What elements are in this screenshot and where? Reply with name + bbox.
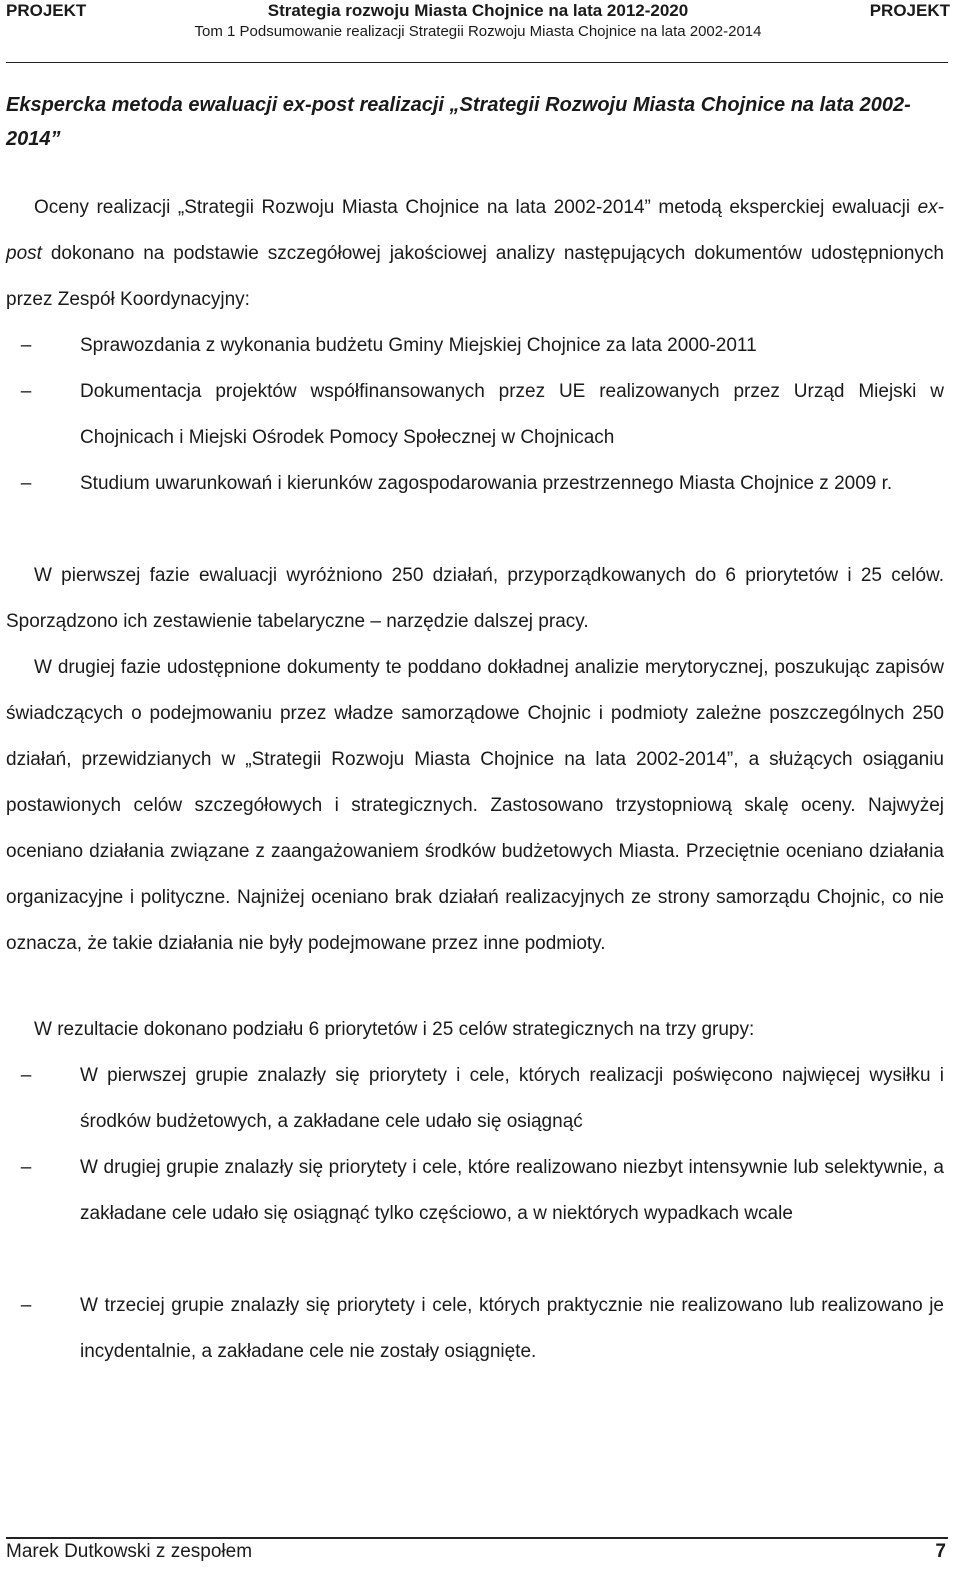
intro-ex-post: ex-post: [6, 197, 944, 264]
section-title: Ekspercka metoda ewaluacji ex-post realizacji „Strategii Rozwoju Miasta Chojnice na lata 2002-2014”: [6, 94, 911, 150]
page-number: 7: [935, 1541, 946, 1562]
dash-bullet-icon: –: [20, 381, 32, 402]
footer-author: Marek Dutkowski z zespołem: [6, 1541, 253, 1562]
dash-bullet-icon: –: [20, 1295, 32, 1316]
header-divider: [6, 62, 948, 63]
page-header: [6, 0, 950, 48]
document-item-text: Studium uwarunkowań i kierunków zagospodarowania przestrzennego Miasta Chojnice z 2009 r.: [80, 473, 893, 494]
body-paragraph: W drugiej fazie udostępnione dokumenty te poddano dokładnej analizie merytorycznej, poszukując zapisów świadczących o podejmowaniu przez władze samorządowe Chojnic i podmioty zależne poszczególnych 250 działań, przewidzianych w „Strategii Rozwoju Miasta Chojnice na lata 2002-2014”, a służących osiąganiu postawionych celów szczegółowych i strategicznych. Zastosowano trzystopniową skalę oceny. Najwyżej oceniano działania związane z zaangażowaniem środków budżetowych Miasta. Przeciętnie oceniano działania organizacyjne i polityczne. Najniżej oceniano brak działań realizacyjnych ze strony samorządu Chojnic, co nie oznacza, że takie działania nie były podejmowane przez inne podmioty.: [6, 657, 944, 954]
document-list-item: [6, 461, 944, 507]
intro-text-1: Oceny realizacji „Strategii Rozwoju Miasta Chojnice na lata 2002-2014” metodą eksperckiej ewaluacji: [34, 197, 918, 218]
group-item-text: W drugiej grupie znalazły się priorytety i cele, które realizowano niezbyt intensywnie lub selektywnie, a zakładane cele udało się osiągnąć tylko częściowo, a w niektórych wypadkach wcale: [80, 1157, 944, 1224]
dash-bullet-icon: –: [20, 473, 32, 494]
body-paragraph: W pierwszej fazie ewaluacji wyróżniono 250 działań, przyporządkowanych do 6 priorytetów i 25 celów. Sporządzono ich zestawienie tabelaryczne – narzędzie dalszej pracy.: [6, 565, 944, 632]
intro-paragraph: [6, 185, 944, 323]
document-list-item: [6, 369, 944, 461]
header-subtitle: Tom 1 Podsumowanie realizacji Strategii Rozwoju Miasta Chojnice na lata 2002-2014: [194, 23, 762, 40]
header-title: Strategia rozwoju Miasta Chojnice na lata 2012-2020: [267, 1, 689, 20]
group-item-text: W pierwszej grupie znalazły się priorytety i cele, których realizacji poświęcono najwięcej wysiłku i środków budżetowych, a zakładane cele udało się osiągnąć: [80, 1065, 944, 1132]
header-right-label: PROJEKT: [869, 1, 950, 20]
dash-bullet-icon: –: [20, 1157, 32, 1178]
dash-bullet-icon: –: [20, 335, 32, 356]
document-list-item: [6, 323, 944, 369]
group-item-text: W trzeciej grupie znalazły się priorytety i cele, których praktycznie nie realizowano lub realizowano je incydentalnie, a zakładane cele nie zostały osiągnięte.: [80, 1295, 944, 1362]
header-left-label: PROJEKT: [6, 1, 87, 20]
document-item-text: Sprawozdania z wykonania budżetu Gminy Miejskiej Chojnice za lata 2000-2011: [80, 335, 757, 356]
footer-divider: [6, 1537, 948, 1539]
group-list-item: [6, 1145, 944, 1237]
body-paragraph: W rezultacie dokonano podziału 6 priorytetów i 25 celów strategicznych na trzy grupy:: [34, 1019, 755, 1040]
document-item-text: Dokumentacja projektów współfinansowanych przez UE realizowanych przez Urząd Miejski w Chojnicach i Miejski Ośrodek Pomocy Społecznej w Chojnicach: [80, 381, 944, 448]
intro-text-2: dokonano na podstawie szczegółowej jakościowej analizy następujących dokumentów udostępnionych przez Zespół Koordynacyjny:: [6, 243, 944, 310]
group-list-item: [6, 1283, 944, 1375]
group-list-item: [6, 1053, 944, 1145]
dash-bullet-icon: –: [20, 1065, 32, 1086]
